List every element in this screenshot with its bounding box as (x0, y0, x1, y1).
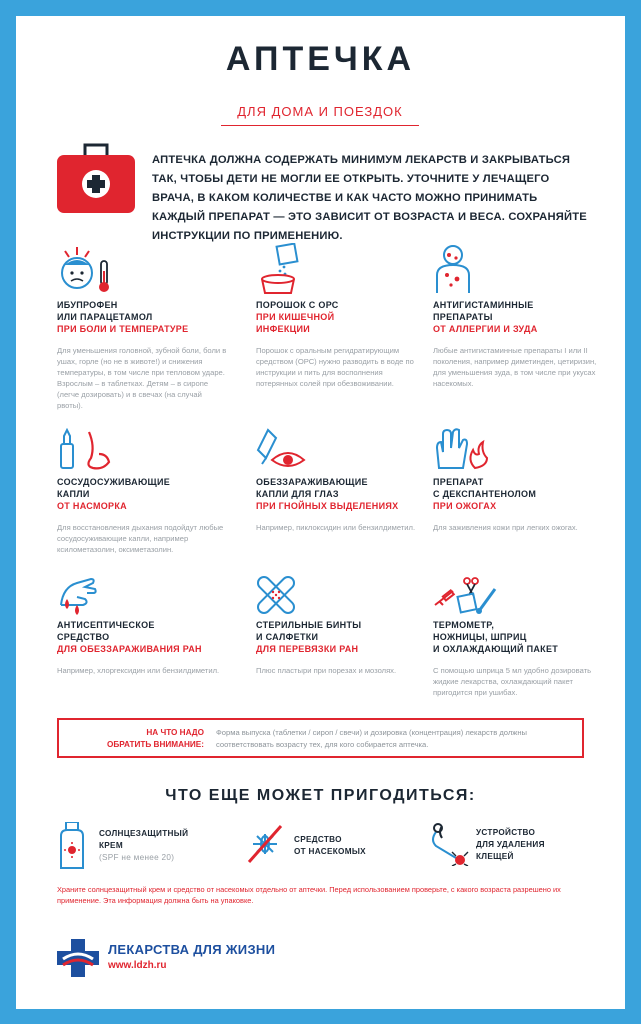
item-desc: Любые антигистаминные препараты I или II поколения, например диметинден, цетиризин, для уменьшения зуда, в том числе при укусах насекомых. (433, 346, 597, 388)
item-nasal-drops (57, 428, 227, 555)
item-use: ОТ НАСМОРКА (57, 501, 127, 511)
crossed-bandages-icon (256, 575, 316, 615)
item-use: ПРИ ОЖОГАХ (433, 501, 497, 511)
more-item-label: СОЛНЦЕЗАЩИТНЫЙ КРЕМ (99, 829, 189, 850)
item-name: АНТИСЕПТИЧЕСКОЕ СРЕДСТВО (57, 620, 155, 642)
item-antiseptic (57, 575, 227, 676)
allergic-person-icon (433, 243, 493, 295)
more-item-label: УСТРОЙСТВО ДЛЯ УДАЛЕНИЯ КЛЕЩЕЙ (476, 828, 545, 861)
burned-hand-icon (433, 428, 493, 472)
page-subtitle: ДЛЯ ДОМА И ПОЕЗДОК (221, 98, 419, 126)
item-name: ТЕРМОМЕТР, НОЖНИЦЫ, ШПРИЦ И ОХЛАЖДАЮЩИЙ ПАКЕТ (433, 620, 559, 654)
item-desc: Для заживления кожи при легких ожогах. (433, 523, 578, 532)
item-eye-drops (256, 428, 426, 533)
more-item-tick-remover (476, 827, 545, 863)
more-heading: ЧТО ЕЩЕ МОЖЕТ ПРИГОДИТЬСЯ: (165, 787, 476, 804)
item-desc: С помощью шприца 5 мл удобно дозировать жидкие лекарства, охлаждающий пакет пригодится при ушибах. (433, 666, 592, 697)
more-item-sunscreen (99, 828, 188, 864)
brand-name: ЛЕКАРСТВА ДЛЯ ЖИЗНИ (108, 942, 276, 957)
bleeding-hand-icon (57, 575, 117, 615)
item-name: СОСУДОСУЖИВАЮЩИЕ КАПЛИ (57, 477, 171, 499)
nasal-spray-nose-icon (57, 428, 117, 472)
more-item-label: СРЕДСТВО ОТ НАСЕКОМЫХ (294, 835, 366, 856)
item-use: ПРИ БОЛИ И ТЕМПЕРАТУРЕ (57, 324, 189, 334)
item-desc: Плюс пластыри при порезах и мозолях. (256, 666, 397, 675)
crossed-mosquito-icon (243, 822, 287, 866)
item-use: ОТ АЛЛЕРГИИ И ЗУДА (433, 324, 538, 334)
item-desc: Для уменьшения головной, зубной боли, боли в ушах, горле (но не в животе!) и снижения температуры, в том числе при тепловом ударе. Взрослым – в таблетках. Детям – в сиропе (легче дозировать) и в свечах (на случай рвоты). (57, 346, 227, 410)
item-ors (256, 243, 426, 389)
feverish-child-thermometer-icon (57, 243, 117, 295)
item-name: СТЕРИЛЬНЫЕ БИНТЫ И САЛФЕТКИ (256, 620, 362, 642)
first-aid-kit-icon (57, 141, 135, 215)
sunscreen-bottle-icon (57, 822, 87, 870)
ldzh-cross-logo (55, 937, 101, 979)
eye-drops-icon (256, 428, 316, 472)
thermometer-scissors-syringe-icon (433, 575, 503, 615)
item-use: ДЛЯ ОБЕЗЗАРАЖИВАНИЯ РАН (57, 644, 202, 654)
item-name: ПРЕПАРАТ С ДЕКСПАНТЕНОЛОМ (433, 477, 537, 499)
item-desc: Например, хлоргексидин или бензилдиметил. (57, 666, 220, 675)
attention-heading: НА ЧТО НАДО ОБРАТИТЬ ВНИМАНИЕ: (107, 728, 204, 749)
powder-sachet-glass-icon (256, 243, 316, 295)
item-desc: Для восстановления дыхания подойдут любые сосудосуживающие капли, например ксилометазолин, оксиметазолин. (57, 523, 224, 554)
more-item-note: (SPF не менее 20) (99, 853, 175, 862)
item-use: ПРИ ГНОЙНЫХ ВЫДЕЛЕНИЯХ (256, 501, 399, 511)
item-use: ДЛЯ ПЕРЕВЯЗКИ РАН (256, 644, 359, 654)
item-dexpanthenol (433, 428, 603, 533)
item-desc: Например, пиклоксидин или бензилдиметил. (256, 523, 416, 532)
page-title: АПТЕЧКА (225, 40, 416, 78)
item-tools (433, 575, 603, 698)
item-name: ПОРОШОК С ОРС (256, 300, 339, 310)
item-bandages (256, 575, 426, 676)
brand-website-link[interactable]: www.ldzh.ru (108, 960, 167, 971)
item-name: ИБУПРОФЕН ИЛИ ПАРАЦЕТАМОЛ (57, 300, 153, 322)
intro-text: АПТЕЧКА ДОЛЖНА СОДЕРЖАТЬ МИНИМУМ ЛЕКАРСТВ И ЗАКРЫВАТЬСЯ ТАК, ЧТОБЫ ДЕТИ НЕ МОГЛИ ЕЕ ОТКРЫТЬ. УТОЧНИТЕ У ЛЕЧАЩЕГО ВРАЧА, В КАКОМ КОЛИЧЕСТВЕ И КАК ЧАСТО МОЖНО ПРИНИМАТЬ КАЖДЫЙ ПРЕПАРАТ — ЭТО ЗАВИСИТ ОТ ВОЗРАСТА И ВЕСА. СОХРАНЯЙТЕ ИНСТРУКЦИИ ПО ПРИМЕНЕНИЮ. (152, 154, 587, 242)
item-ibuprofen (57, 243, 227, 411)
item-use: ПРИ КИШЕЧНОЙ ИНФЕКЦИИ (256, 312, 335, 334)
item-name: АНТИГИСТАМИННЫЕ ПРЕПАРАТЫ (433, 300, 534, 322)
item-name: ОБЕЗЗАРАЖИВАЮЩИЕ КАПЛИ ДЛЯ ГЛАЗ (256, 477, 368, 499)
more-footnote: Храните солнцезащитный крем и средство от насекомых отдельно от аптечки. Перед использованием проверьте, с какого возраста разрешено их применение. Эта информация должна быть на упаковке. (57, 885, 561, 905)
more-item-repellent (294, 834, 366, 858)
item-antihistamines (433, 243, 603, 389)
tick-remover-icon (428, 822, 470, 866)
attention-text: Форма выпуска (таблетки / сироп / свечи) и дозировка (концентрация) лекарств должны соответствовать возрасту тех, для кого собирается аптечка. (216, 728, 528, 749)
item-desc: Порошок с оральным регидратирующим средством (ОРС) нужно разводить в воде по инструкции и пить для восполнения потерянных солей при обезвоживании. (256, 346, 414, 388)
